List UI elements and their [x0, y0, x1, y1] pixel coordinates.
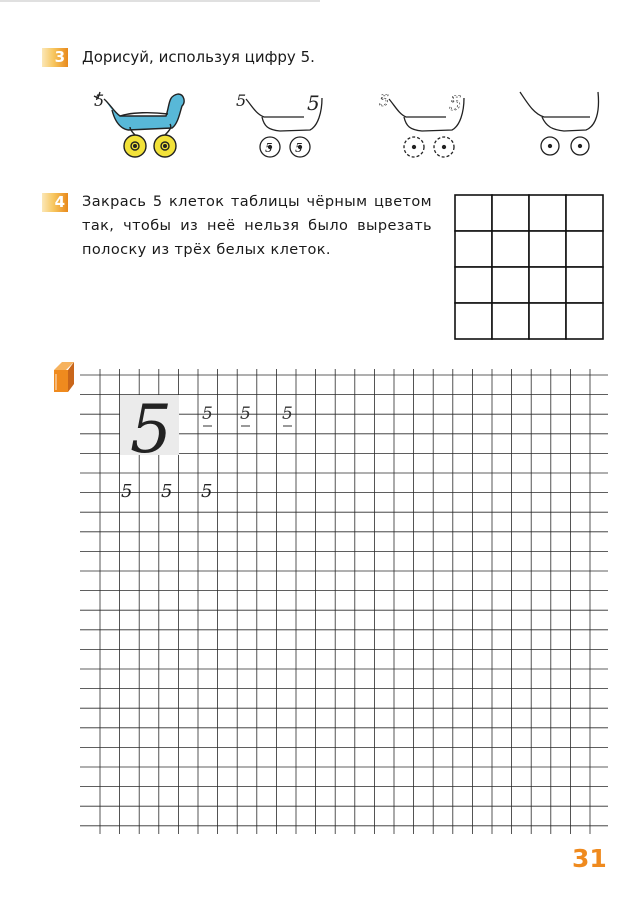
table-cell[interactable]	[529, 303, 566, 339]
table-cell[interactable]	[492, 231, 529, 267]
table-cell[interactable]	[455, 195, 492, 231]
task-3-text: Дорисуй, используя цифру 5.	[82, 48, 315, 66]
row-digit-3: 5	[201, 481, 213, 502]
table-cell[interactable]	[492, 303, 529, 339]
traced-digit-2: 5	[240, 404, 251, 424]
digit-5-handle: 5	[94, 91, 105, 110]
svg-text:5: 5	[449, 91, 462, 115]
stroller-3-dashed	[379, 91, 464, 157]
traced-digit-3: 5	[282, 404, 293, 424]
svg-text:5: 5	[307, 91, 320, 115]
table-cell[interactable]	[492, 267, 529, 303]
table-cell[interactable]	[455, 303, 492, 339]
svg-text:5: 5	[265, 141, 273, 155]
task-4-text: Закрась 5 клеток таблицы чёрным цветом так, чтобы из неё нельзя было вырезать полоску из трёх белых клеток.	[82, 194, 432, 258]
traced-digit-1: 5	[202, 404, 213, 424]
stroller-2-outline	[236, 91, 322, 157]
table-cell[interactable]	[492, 195, 529, 231]
page-number: 31	[572, 844, 607, 873]
coloring-table-4x4[interactable]	[455, 195, 603, 339]
table-cell[interactable]	[529, 231, 566, 267]
stroller-4-blank	[520, 92, 599, 155]
book-icon	[54, 362, 74, 392]
traced-digits	[202, 404, 293, 426]
table-cell[interactable]	[455, 267, 492, 303]
table-cell[interactable]	[566, 303, 603, 339]
svg-text:5: 5	[236, 91, 247, 110]
table-cell[interactable]	[566, 267, 603, 303]
row-digit-2: 5	[161, 481, 173, 502]
table-cell[interactable]	[566, 195, 603, 231]
table-cell[interactable]	[529, 195, 566, 231]
row-digits	[121, 481, 212, 502]
svg-text:5: 5	[295, 141, 303, 155]
table-cell[interactable]	[455, 231, 492, 267]
stroller-1-colored	[94, 91, 184, 157]
table-cell[interactable]	[529, 267, 566, 303]
task-number-3: 3	[42, 48, 68, 67]
task-number-4: 4	[42, 193, 68, 212]
table-cell[interactable]	[566, 231, 603, 267]
row-digit-1: 5	[121, 481, 133, 502]
svg-text:5: 5	[379, 91, 390, 110]
big-digit-5: 5	[130, 391, 172, 468]
